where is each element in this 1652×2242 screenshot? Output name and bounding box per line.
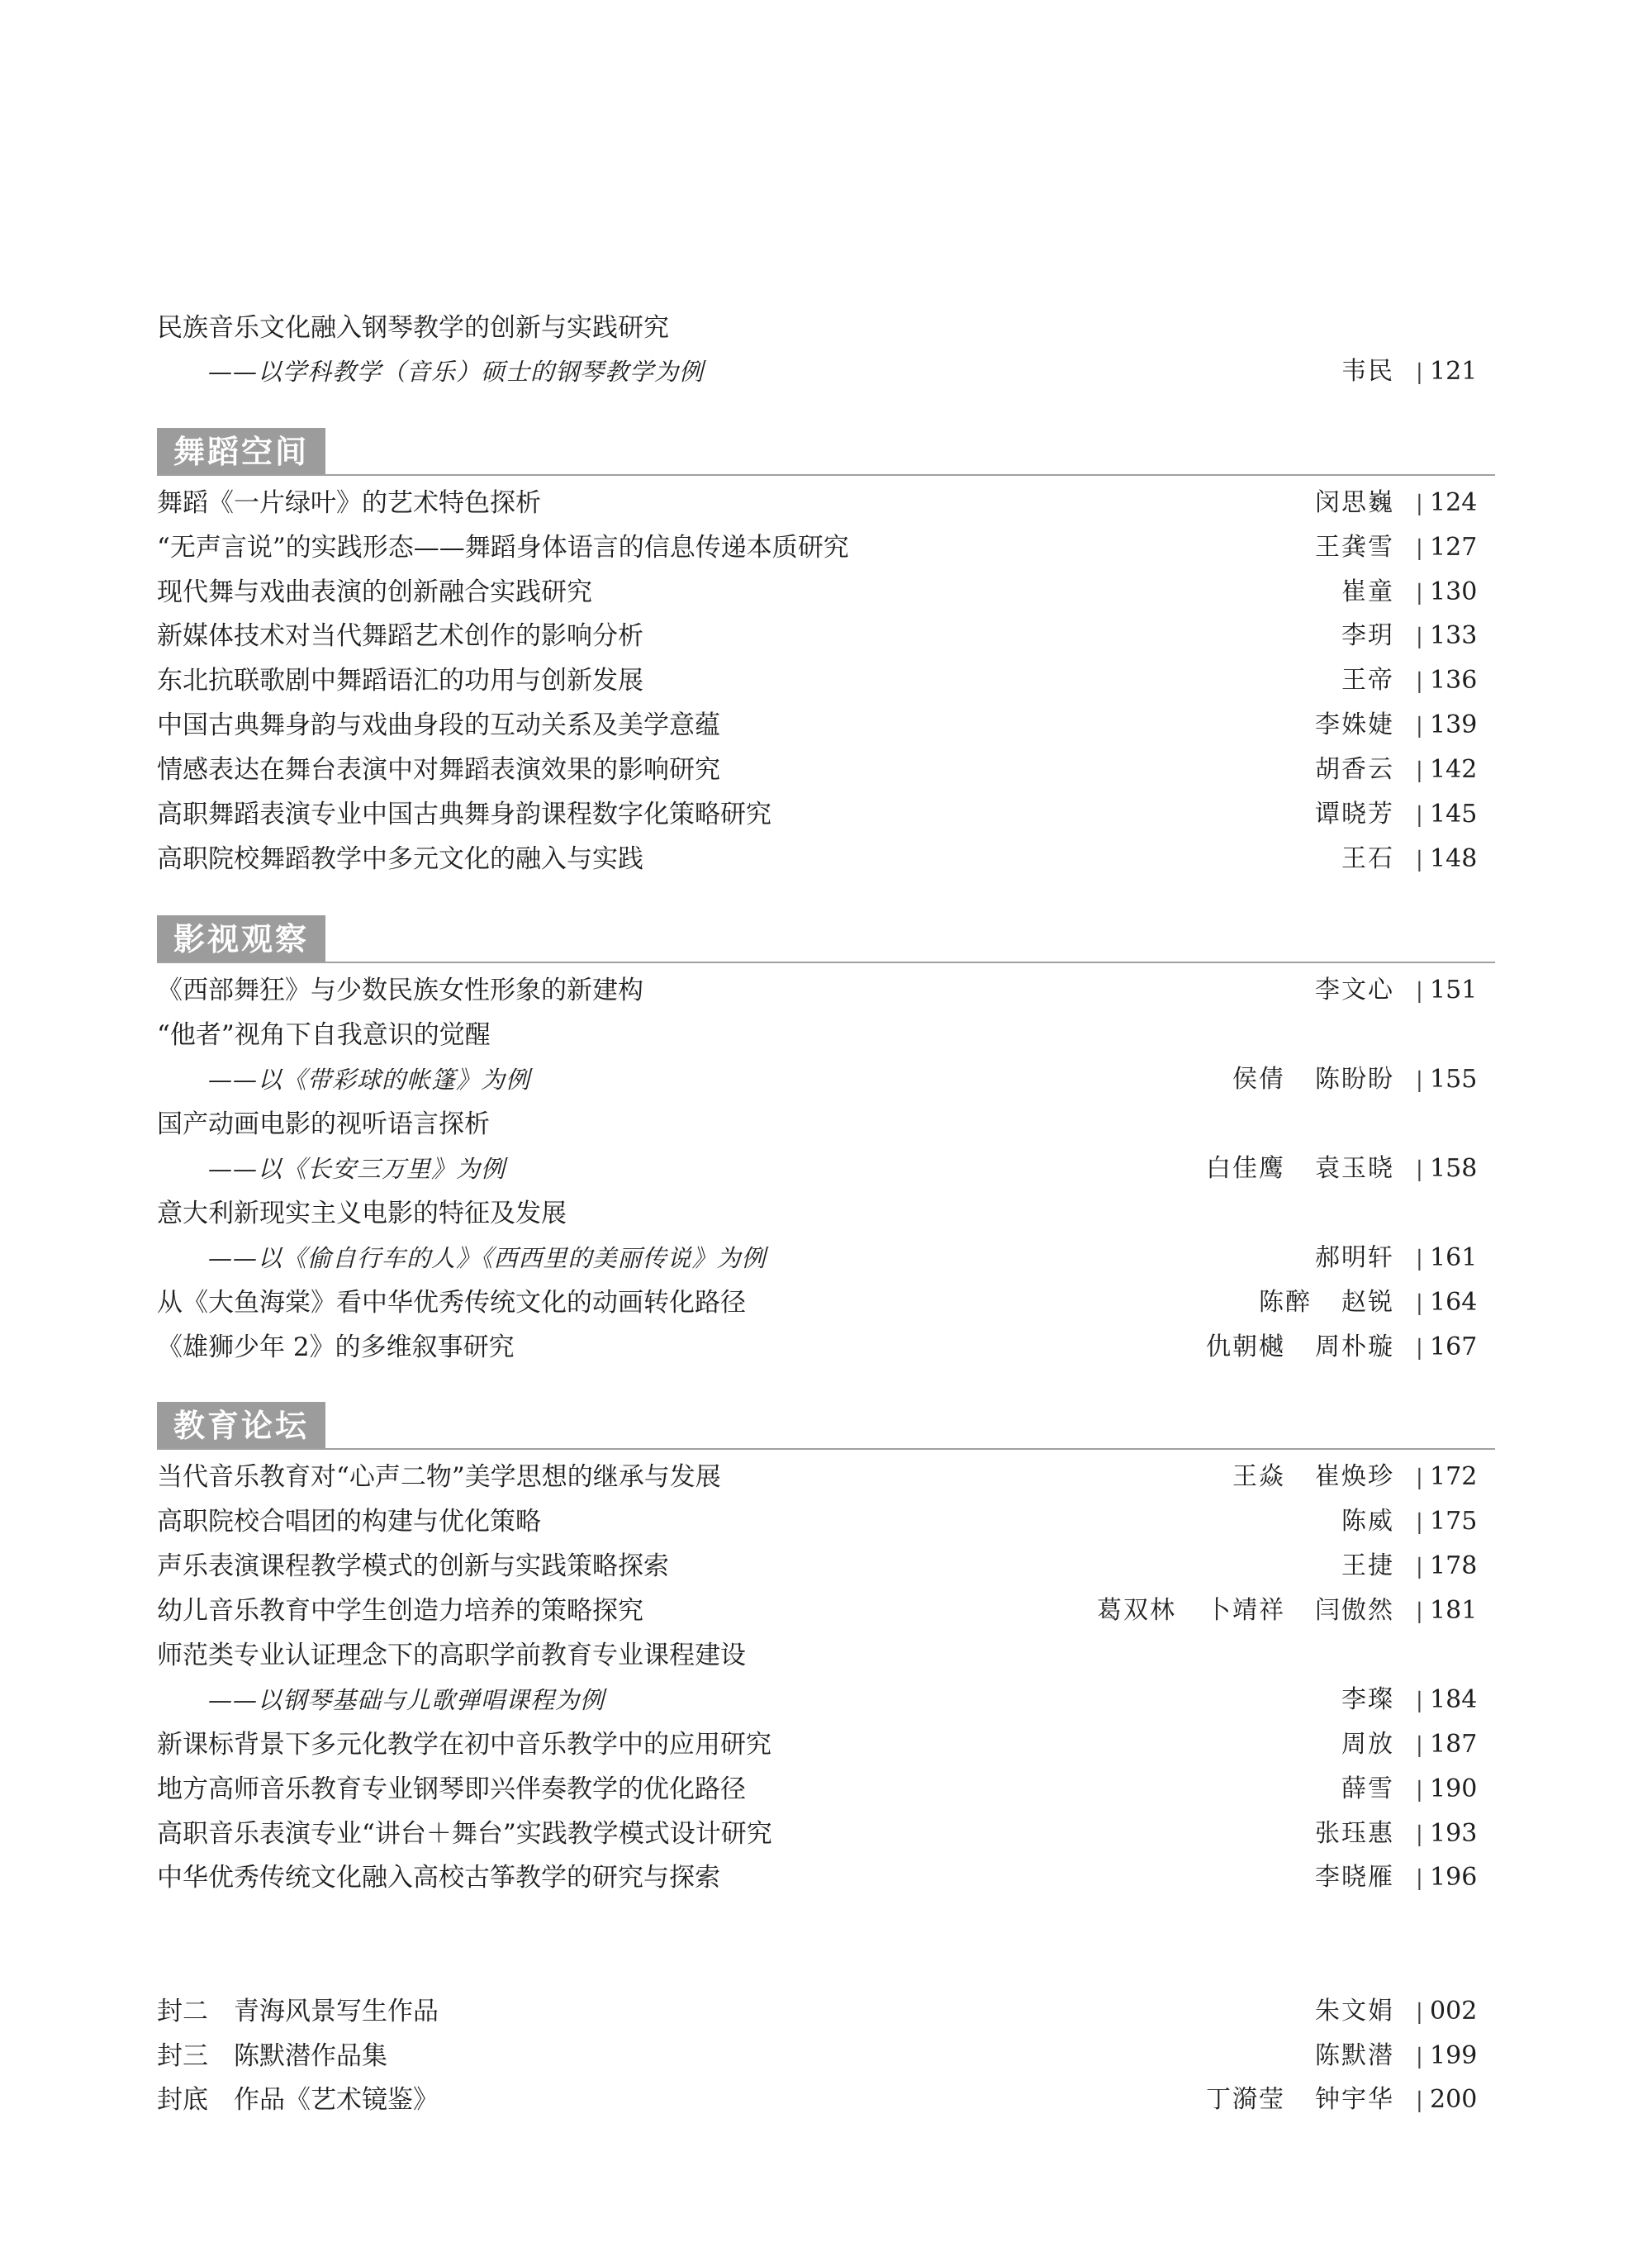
entry-title: 封二 青海风景写生作品 xyxy=(157,1997,439,2026)
author-name: 陈威 xyxy=(1341,1507,1394,1536)
section-header xyxy=(157,428,1495,476)
section-label: 影视观察 xyxy=(157,915,325,963)
entry-authors xyxy=(1067,1589,1394,1633)
entry-title: 国产动画电影的视听语言探析 xyxy=(157,1109,490,1139)
author-name: 钟宇华 xyxy=(1315,2085,1394,2114)
author-name: 韦民 xyxy=(1341,357,1394,386)
entry-title: “他者”视角下自我意识的觉醒 xyxy=(157,1020,491,1050)
toc-entry xyxy=(157,968,1495,1013)
toc-entry xyxy=(157,481,1495,525)
entry-authors xyxy=(1312,658,1394,703)
entry-title: 现代舞与戏曲表演的创新融合实践研究 xyxy=(157,577,592,607)
entry-authors xyxy=(1285,525,1394,570)
entry-title: 声乐表演课程教学模式的创新与实践策略探索 xyxy=(157,1551,669,1581)
entry-authors xyxy=(1285,481,1394,525)
section-rule xyxy=(157,962,1495,963)
entry-authors xyxy=(1312,1499,1394,1544)
toc-entry xyxy=(157,1191,1495,1236)
author-name: 薛雪 xyxy=(1341,1774,1394,1803)
entry-page-number: | 164 xyxy=(1416,1280,1495,1326)
entry-authors xyxy=(1312,614,1394,658)
entry-page-number: | 142 xyxy=(1416,748,1495,793)
entry-page-number: | 124 xyxy=(1416,481,1495,526)
author-name: 陈默潜 xyxy=(1315,2041,1394,2070)
toc-subtitle-row xyxy=(157,349,1495,394)
entry-title: 高职院校合唱团的构建与优化策略 xyxy=(157,1507,541,1537)
entry-page-number: | 172 xyxy=(1416,1455,1495,1500)
entry-title: 民族音乐文化融入钢琴教学的创新与实践研究 xyxy=(157,313,669,343)
toc-entry xyxy=(157,614,1495,658)
entry-title: 情感表达在舞台表演中对舞蹈表演效果的影响研究 xyxy=(157,755,720,785)
entry-page-number: | 193 xyxy=(1416,1812,1495,1857)
entry-page-number: | 158 xyxy=(1416,1147,1495,1192)
entry-title: 中国古典舞身韵与戏曲身段的互动关系及美学意蕴 xyxy=(157,710,720,740)
author-name: 卜靖祥 xyxy=(1206,1596,1285,1625)
toc-entry xyxy=(157,1589,1495,1633)
entry-title: 师范类专业认证理念下的高职学前教育专业课程建设 xyxy=(157,1641,746,1670)
entry-page-number: | 155 xyxy=(1416,1057,1495,1103)
toc-subtitle-row xyxy=(157,1678,1495,1722)
entry-authors xyxy=(1312,1722,1394,1767)
entry-title: 东北抗联歌剧中舞蹈语汇的功用与创新发展 xyxy=(157,666,643,696)
entry-subtitle: ——以钢琴基础与儿歌弹唱课程为例 xyxy=(208,1686,605,1714)
toc-entry xyxy=(157,658,1495,703)
entry-authors xyxy=(1176,1325,1394,1370)
toc-entry xyxy=(157,792,1495,837)
author-name: 陈醉 xyxy=(1259,1288,1312,1317)
author-name: 朱文娟 xyxy=(1315,1997,1394,2026)
author-name: 葛双林 xyxy=(1097,1596,1176,1625)
entry-title: 《西部舞狂》与少数民族女性形象的新建构 xyxy=(157,976,643,1005)
entry-authors xyxy=(1285,2034,1394,2078)
author-name: 王石 xyxy=(1341,844,1394,873)
entry-page-number: | 190 xyxy=(1416,1767,1495,1812)
entry-title: 《雄狮少年 2》的多维叙事研究 xyxy=(157,1332,515,1362)
entry-title: 封三 陈默潜作品集 xyxy=(157,2041,387,2071)
section-label: 教育论坛 xyxy=(157,1402,325,1450)
entry-page-number: | 161 xyxy=(1416,1236,1495,1281)
entry-title: 新课标背景下多元化教学在初中音乐教学中的应用研究 xyxy=(157,1730,771,1760)
entry-title: 封底 作品《艺术镜鉴》 xyxy=(157,2085,439,2115)
entry-authors xyxy=(1312,1767,1394,1812)
entry-page-number: | 187 xyxy=(1416,1722,1495,1768)
toc-subtitle-row xyxy=(157,1057,1495,1102)
author-name: 王帝 xyxy=(1341,666,1394,695)
author-name: 王焱 xyxy=(1232,1462,1285,1491)
entry-authors xyxy=(1285,792,1394,837)
author-name: 周放 xyxy=(1341,1730,1394,1759)
toc-entry xyxy=(157,1633,1495,1678)
entry-authors xyxy=(1229,1280,1394,1325)
toc-subtitle-row xyxy=(157,1236,1495,1280)
author-name: 王龚雪 xyxy=(1315,533,1394,562)
entry-page-number: | 139 xyxy=(1416,703,1495,748)
toc-entry xyxy=(157,1767,1495,1812)
toc-entry xyxy=(157,570,1495,615)
entry-page-number: | 199 xyxy=(1416,2034,1495,2079)
entry-authors xyxy=(1285,748,1394,792)
entry-page-number: | 184 xyxy=(1416,1678,1495,1723)
toc-entry xyxy=(157,1812,1495,1856)
toc-entry xyxy=(157,1102,1495,1147)
toc-entry xyxy=(157,1544,1495,1589)
entry-title: 当代音乐教育对“心声二物”美学思想的继承与发展 xyxy=(157,1462,721,1492)
toc-entry xyxy=(157,1455,1495,1499)
author-name: 丁漪莹 xyxy=(1206,2085,1285,2114)
toc-entry xyxy=(157,525,1495,570)
entry-page-number: | 178 xyxy=(1416,1544,1495,1589)
entry-subtitle: ——以《带彩球的帐篷》为例 xyxy=(208,1066,531,1094)
toc-subtitle-row xyxy=(157,1147,1495,1191)
entry-authors xyxy=(1285,968,1394,1013)
toc-entry xyxy=(157,748,1495,792)
author-name: 崔焕珍 xyxy=(1315,1462,1394,1491)
entry-page-number: | 196 xyxy=(1416,1855,1495,1901)
entry-title: 高职院校舞蹈教学中多元文化的融入与实践 xyxy=(157,844,643,874)
section-header xyxy=(157,915,1495,963)
author-name: 李文心 xyxy=(1315,976,1394,1005)
author-name: 侯倩 xyxy=(1232,1065,1285,1094)
entry-authors xyxy=(1312,349,1394,394)
entry-title: “无声言说”的实践形态——舞蹈身体语言的信息传递本质研究 xyxy=(157,533,849,563)
entry-page-number: | 181 xyxy=(1416,1589,1495,1634)
toc-entry xyxy=(157,306,1495,350)
author-name: 张珏惠 xyxy=(1315,1819,1394,1848)
author-name: 闫傲然 xyxy=(1315,1596,1394,1625)
author-name: 郝明轩 xyxy=(1315,1243,1394,1272)
entry-authors xyxy=(1176,1147,1394,1191)
entry-title: 高职音乐表演专业“讲台＋舞台”实践教学模式设计研究 xyxy=(157,1819,772,1849)
entry-authors xyxy=(1312,1544,1394,1589)
entry-authors xyxy=(1312,837,1394,881)
section-header xyxy=(157,1402,1495,1450)
entry-subtitle: ——以学科教学（音乐）硕士的钢琴教学为例 xyxy=(208,358,705,386)
entry-authors xyxy=(1285,1989,1394,2034)
entry-title: 幼儿音乐教育中学生创造力培养的策略探究 xyxy=(157,1596,643,1626)
entry-page-number: | 145 xyxy=(1416,792,1495,838)
entry-page-number: | 200 xyxy=(1416,2078,1495,2123)
entry-page-number: | 002 xyxy=(1416,1989,1495,2035)
author-name: 谭晓芳 xyxy=(1315,800,1394,829)
author-name: 陈盼盼 xyxy=(1315,1065,1394,1094)
entry-authors xyxy=(1203,1057,1394,1102)
entry-page-number: | 175 xyxy=(1416,1499,1495,1545)
author-name: 闵思巍 xyxy=(1315,488,1394,517)
entry-title: 地方高师音乐教育专业钢琴即兴伴奏教学的优化路径 xyxy=(157,1774,746,1804)
entry-authors xyxy=(1285,1812,1394,1856)
toc-entry xyxy=(157,1325,1495,1370)
entry-authors xyxy=(1285,1236,1394,1280)
section-rule xyxy=(157,1448,1495,1450)
section-rule xyxy=(157,474,1495,476)
author-name: 王捷 xyxy=(1341,1551,1394,1580)
entry-authors xyxy=(1312,1678,1394,1722)
entry-page-number: | 167 xyxy=(1416,1325,1495,1370)
entry-page-number: | 148 xyxy=(1416,837,1495,882)
author-name: 周朴璇 xyxy=(1315,1332,1394,1361)
toc-entry xyxy=(157,2034,1495,2078)
author-name: 胡香云 xyxy=(1315,755,1394,784)
entry-page-number: | 136 xyxy=(1416,658,1495,704)
entry-subtitle: ——以《偷自行车的人》《西西里的美丽传说》为例 xyxy=(208,1244,767,1272)
toc-entry xyxy=(157,1013,1495,1057)
toc-entry xyxy=(157,2078,1495,2122)
section-label: 舞蹈空间 xyxy=(157,428,325,476)
entry-subtitle: ——以《长安三万里》为例 xyxy=(208,1155,506,1183)
entry-title: 新媒体技术对当代舞蹈艺术创作的影响分析 xyxy=(157,621,643,651)
entry-page-number: | 151 xyxy=(1416,968,1495,1014)
entry-title: 中华优秀传统文化融入高校古筝教学的研究与探索 xyxy=(157,1863,720,1893)
toc-entry xyxy=(157,837,1495,881)
entry-authors xyxy=(1203,1455,1394,1499)
entry-page-number: | 130 xyxy=(1416,570,1495,615)
author-name: 袁玉晓 xyxy=(1315,1154,1394,1183)
author-name: 李玥 xyxy=(1341,621,1394,650)
author-name: 崔童 xyxy=(1341,577,1394,606)
toc-entry xyxy=(157,1855,1495,1900)
toc-entry xyxy=(157,1989,1495,2034)
entry-authors xyxy=(1312,570,1394,615)
author-name: 李晓雁 xyxy=(1315,1863,1394,1892)
toc-entry xyxy=(157,703,1495,748)
entry-authors xyxy=(1285,703,1394,748)
author-name: 赵锐 xyxy=(1341,1288,1394,1317)
entry-authors xyxy=(1176,2078,1394,2122)
entry-page-number: | 133 xyxy=(1416,614,1495,659)
entry-page-number: | 127 xyxy=(1416,525,1495,571)
entry-title: 高职舞蹈表演专业中国古典舞身韵课程数字化策略研究 xyxy=(157,800,771,829)
entry-authors xyxy=(1285,1855,1394,1900)
toc-entry xyxy=(157,1280,1495,1325)
entry-title: 从《大鱼海棠》看中华优秀传统文化的动画转化路径 xyxy=(157,1288,746,1318)
author-name: 仇朝樾 xyxy=(1206,1332,1285,1361)
entry-page-number: | 121 xyxy=(1416,349,1495,395)
entry-title: 舞蹈《一片绿叶》的艺术特色探析 xyxy=(157,488,541,518)
author-name: 白佳鹰 xyxy=(1206,1154,1285,1183)
entry-title: 意大利新现实主义电影的特征及发展 xyxy=(157,1199,567,1228)
author-name: 李姝婕 xyxy=(1315,710,1394,739)
author-name: 李璨 xyxy=(1341,1685,1394,1714)
toc-entry xyxy=(157,1722,1495,1767)
toc-entry xyxy=(157,1499,1495,1544)
